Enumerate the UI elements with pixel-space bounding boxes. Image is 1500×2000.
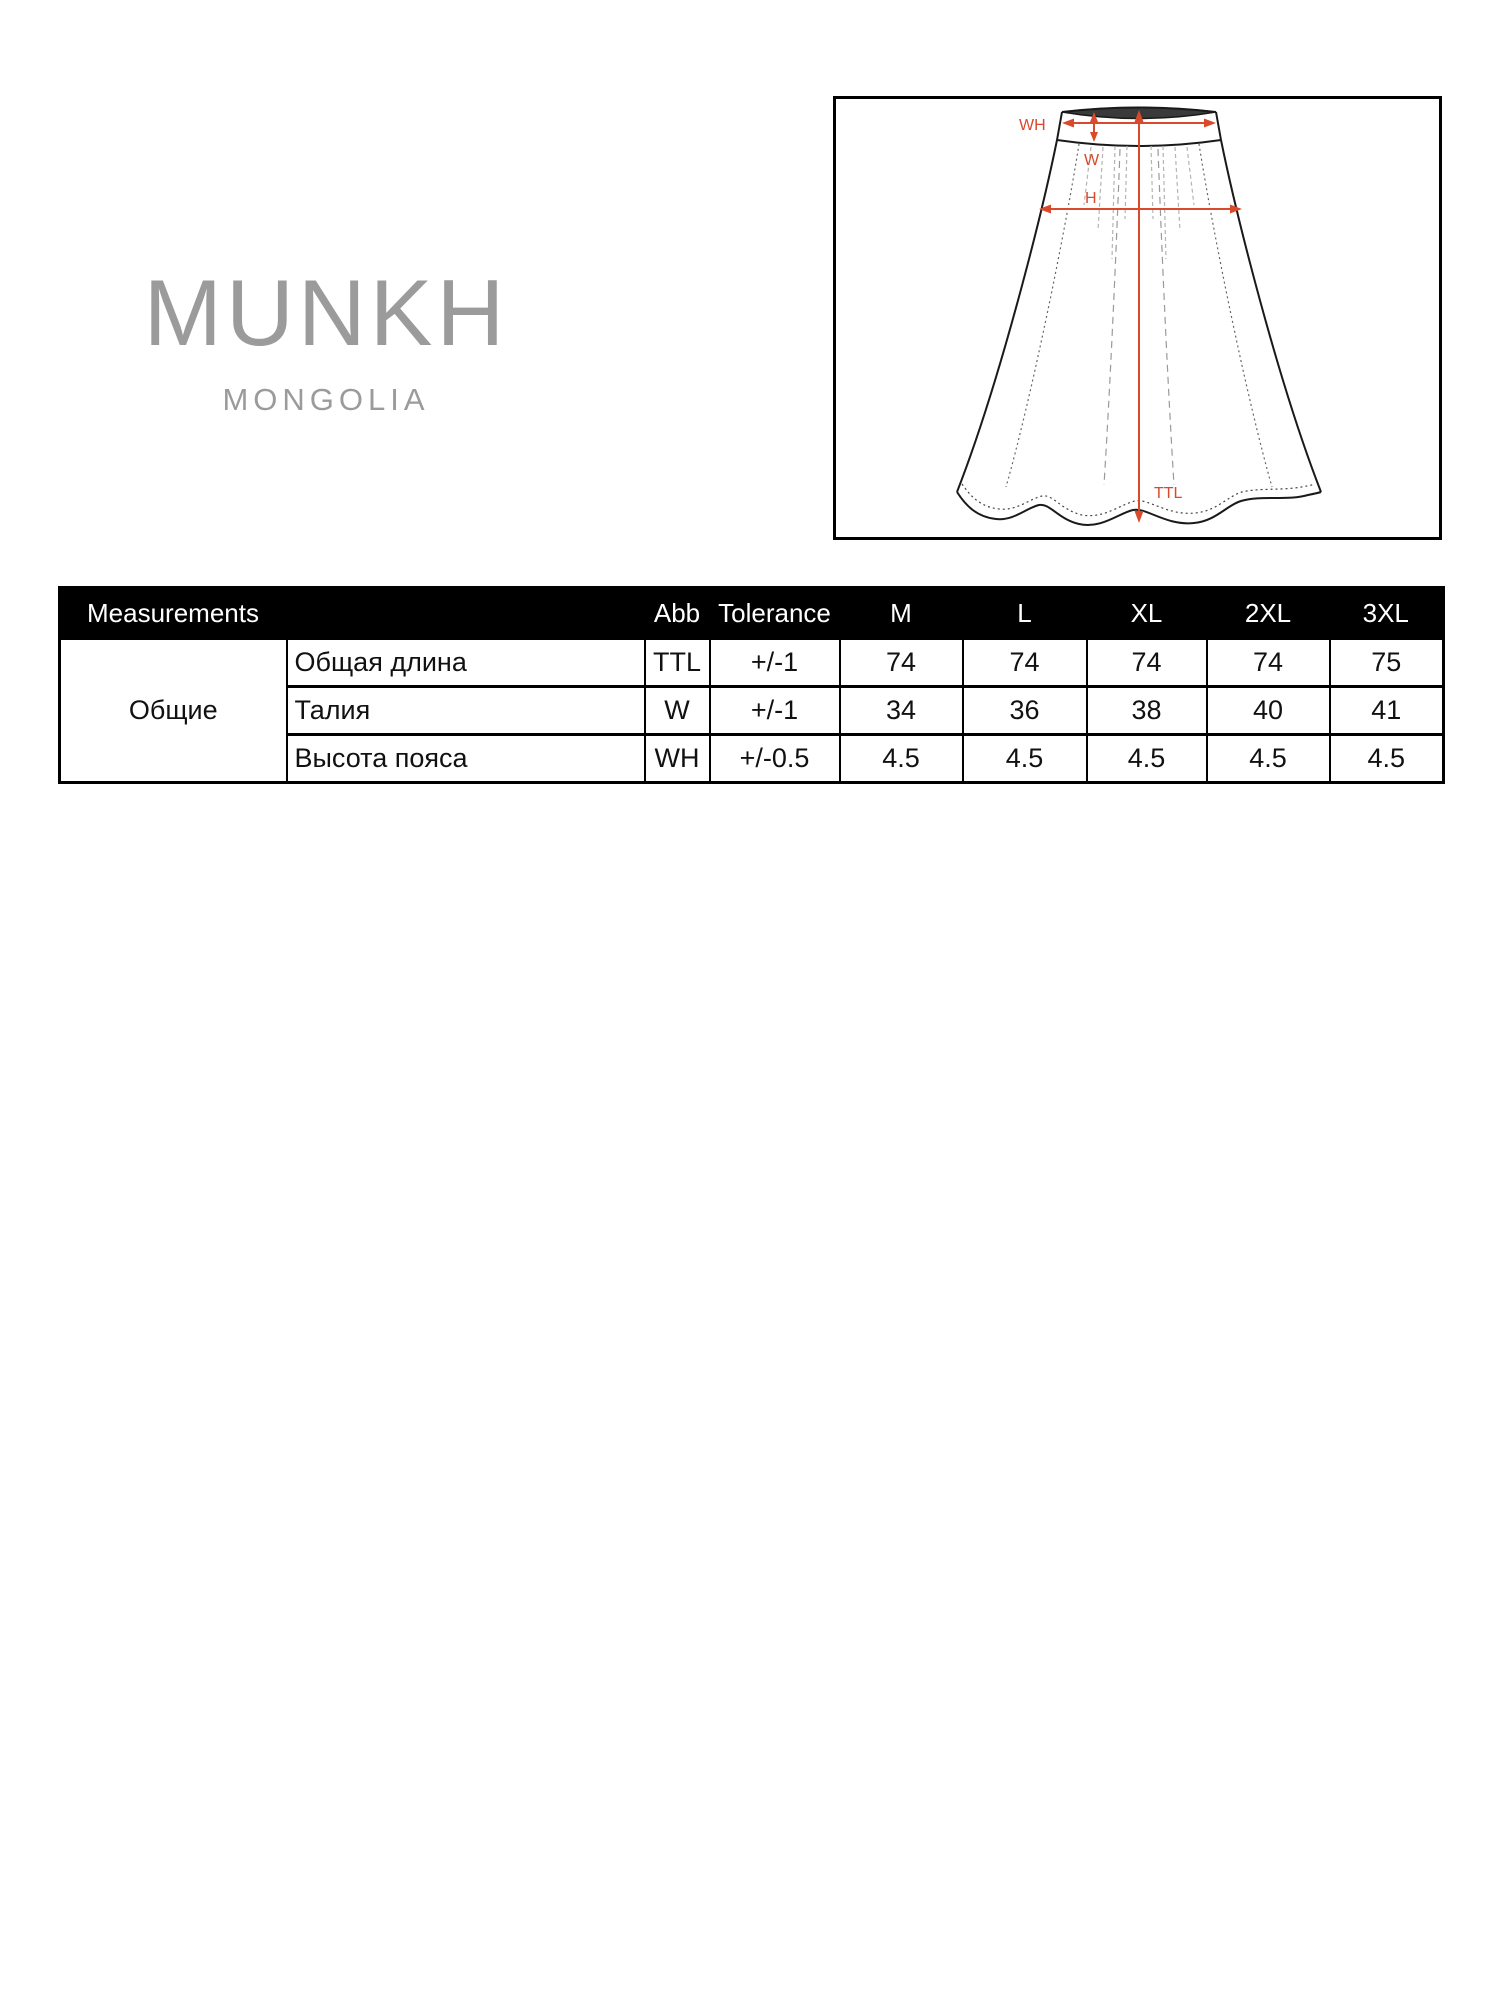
wh-label: WH bbox=[1019, 117, 1046, 134]
cell-size-xl: 74 bbox=[1087, 639, 1207, 687]
cell-size-m: 74 bbox=[840, 639, 963, 687]
cell-tolerance: +/-1 bbox=[710, 687, 840, 735]
cell-size-2xl: 40 bbox=[1207, 687, 1330, 735]
cell-tolerance: +/-0.5 bbox=[710, 735, 840, 783]
cell-abb: WH bbox=[645, 735, 710, 783]
header-cell-size-l: L bbox=[963, 588, 1087, 639]
cell-size-l: 4.5 bbox=[963, 735, 1087, 783]
header-cell-abb: Abb bbox=[645, 588, 710, 639]
ttl-label: TTL bbox=[1154, 485, 1183, 502]
table-row bbox=[60, 639, 1444, 687]
h-arrow bbox=[1039, 205, 1242, 214]
cell-size-xl: 4.5 bbox=[1087, 735, 1207, 783]
skirt-diagram-icon bbox=[836, 99, 1439, 537]
cell-abb: TTL bbox=[645, 639, 710, 687]
brand-name: MUNKH bbox=[143, 260, 509, 365]
cell-size-3xl: 4.5 bbox=[1330, 735, 1444, 783]
header-cell-size-m: M bbox=[840, 588, 963, 639]
header-cell-size-3xl: 3XL bbox=[1330, 588, 1444, 639]
cell-tolerance: +/-1 bbox=[710, 639, 840, 687]
brand-logo bbox=[140, 260, 512, 418]
h-label: H bbox=[1085, 190, 1097, 207]
header-cell-size-xl: XL bbox=[1087, 588, 1207, 639]
cell-size-l: 74 bbox=[963, 639, 1087, 687]
cell-size-2xl: 74 bbox=[1207, 639, 1330, 687]
cell-name: Талия bbox=[287, 687, 645, 735]
cell-name: Высота пояса bbox=[287, 735, 645, 783]
w-label: W bbox=[1084, 152, 1100, 169]
cell-size-3xl: 75 bbox=[1330, 639, 1444, 687]
cell-size-m: 4.5 bbox=[840, 735, 963, 783]
cell-size-3xl: 41 bbox=[1330, 687, 1444, 735]
group-cell: Общие bbox=[60, 639, 287, 783]
cell-size-xl: 38 bbox=[1087, 687, 1207, 735]
ttl-arrow bbox=[1135, 110, 1144, 523]
header-cell-measurements: Measurements bbox=[60, 588, 645, 639]
header-cell-size-2xl: 2XL bbox=[1207, 588, 1330, 639]
cell-name: Общая длина bbox=[287, 639, 645, 687]
measurements-table bbox=[58, 586, 1445, 784]
brand-region: MONGOLIA bbox=[222, 382, 430, 417]
header-cell-tolerance: Tolerance bbox=[710, 588, 840, 639]
skirt-diagram-box bbox=[833, 96, 1442, 540]
cell-abb: W bbox=[645, 687, 710, 735]
cell-size-l: 36 bbox=[963, 687, 1087, 735]
cell-size-2xl: 4.5 bbox=[1207, 735, 1330, 783]
cell-size-m: 34 bbox=[840, 687, 963, 735]
table-header-row bbox=[60, 588, 1444, 639]
